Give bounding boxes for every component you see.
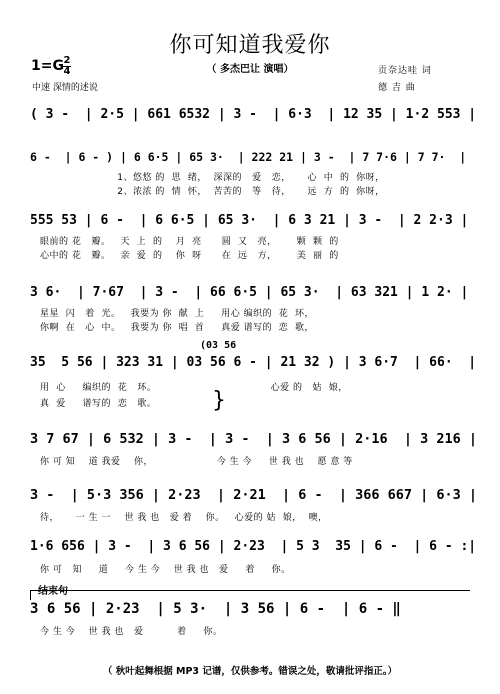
verse-bracket: } <box>212 388 226 413</box>
transcription-note: （ 秋叶起舞根据 MP3 记谱，仅供参考。错误之处，敬请批评指正。） <box>102 666 398 677</box>
time-sig-bottom: 4 <box>63 66 71 77</box>
notation-line: 3 7 67 | 6 532 | 3 - | 3 - | 3 6 56 | 2·16 | 3 216 | <box>30 431 478 447</box>
lyric-line: 你 可 知 道 今 生 今 世 我 也 爱 着 你。 <box>40 565 291 575</box>
lyric-line-verse-2: 2、浓浓 的 情 怀， 苦苦的 等 待， 远 方 的 你呀， <box>40 187 385 197</box>
notation-line: 555 53 | 6 - | 6 6·5 | 65 3· | 6 3 21 | 3 - | 2 2·3 | <box>30 213 469 228</box>
lyric-line: 你 可 知 道 我爱 你， 今 生 今 世 我 也 愿 意 等 <box>40 457 353 467</box>
notation-line: 3 6 56 | 2·23 | 5 3· | 3 56 | 6 - | 6 - ‖ <box>30 601 401 617</box>
tempo-marking: 中速 深情的述说 <box>32 83 98 93</box>
notation-line: 1·6 656 | 3 - | 3 6 56 | 2·23 | 5 3 35 | 6 - | 6 - :| <box>30 539 477 554</box>
ending-label: 结束句 <box>38 586 68 597</box>
lyric-line: 今 生 今 世 我 也 爱 着 你。 <box>40 627 223 637</box>
lyric-line-verse-2: 心中的 花 瓣。 亲 爱 的 你 呀 在 远 方， 美 丽 的 <box>40 251 339 261</box>
volta-bracket-label: (03 56 <box>200 340 237 351</box>
lyric-line-verse-1: 眼前的 花 瓣。 天 上 的 月 亮 圆 又 亮， 颗 颗 的 <box>40 237 339 247</box>
singer-credit: （ 多杰巴让 演唱） <box>206 64 294 75</box>
lyric-line-verse-1: 用 心 编织的 花 环。 心爱 的 姑 娘， <box>40 383 348 393</box>
lyric-line-verse-2: 你啊 在 心 中。 我要为 你 唱 首 真爱 谱写的 恋 歌， <box>40 323 315 333</box>
lyricist-credit: 贡奈达哇 词 <box>378 66 432 76</box>
ending-bracket-line <box>30 590 470 591</box>
notation-line: ( 3 - | 2·5 | 661 6532 | 3 - | 6·3 | 12 35 | 1·2 553 | <box>30 107 477 122</box>
time-signature <box>62 56 72 77</box>
notation-line: 3 - | 5·3 356 | 2·23 | 2·21 | 6 - | 366 667 | 6·3 | <box>30 487 478 503</box>
song-title: 你可知道我爱你 <box>169 33 331 58</box>
lyric-line: 待， 一 生 一 世 我 也 爱 着 你。 心爱的 姑 娘， 噢， <box>40 513 328 523</box>
key-signature: 1=G <box>31 58 64 74</box>
notation-line: 3 6· | 7·67 | 3 - | 66 6·5 | 65 3· | 63 321 | 1 2· | <box>30 285 469 300</box>
composer-credit: 德 吉 曲 <box>378 83 416 93</box>
lyric-line-verse-1: 1、悠悠 的 思 绪， 深深的 爱 恋， 心 中 的 你呀， <box>40 173 385 183</box>
notation-line: 6 - | 6 - ) | 6 6·5 | 65 3· | 222 21 | 3 - | 7 7·6 | 7 7· | <box>30 150 467 164</box>
lyric-line-verse-2: 真 爱 谱写的 恋 歌。 <box>40 399 157 409</box>
lyric-line-verse-1: 星星 闪 着 光。 我要为 你 献 上 用心 编织的 花 环， <box>40 309 315 319</box>
time-sig-top: 2 <box>63 55 71 66</box>
notation-line: 35 5 56 | 323 31 | 03 56 6 - | 21 32 ) | 3 6·7 | 66· | <box>30 355 477 370</box>
